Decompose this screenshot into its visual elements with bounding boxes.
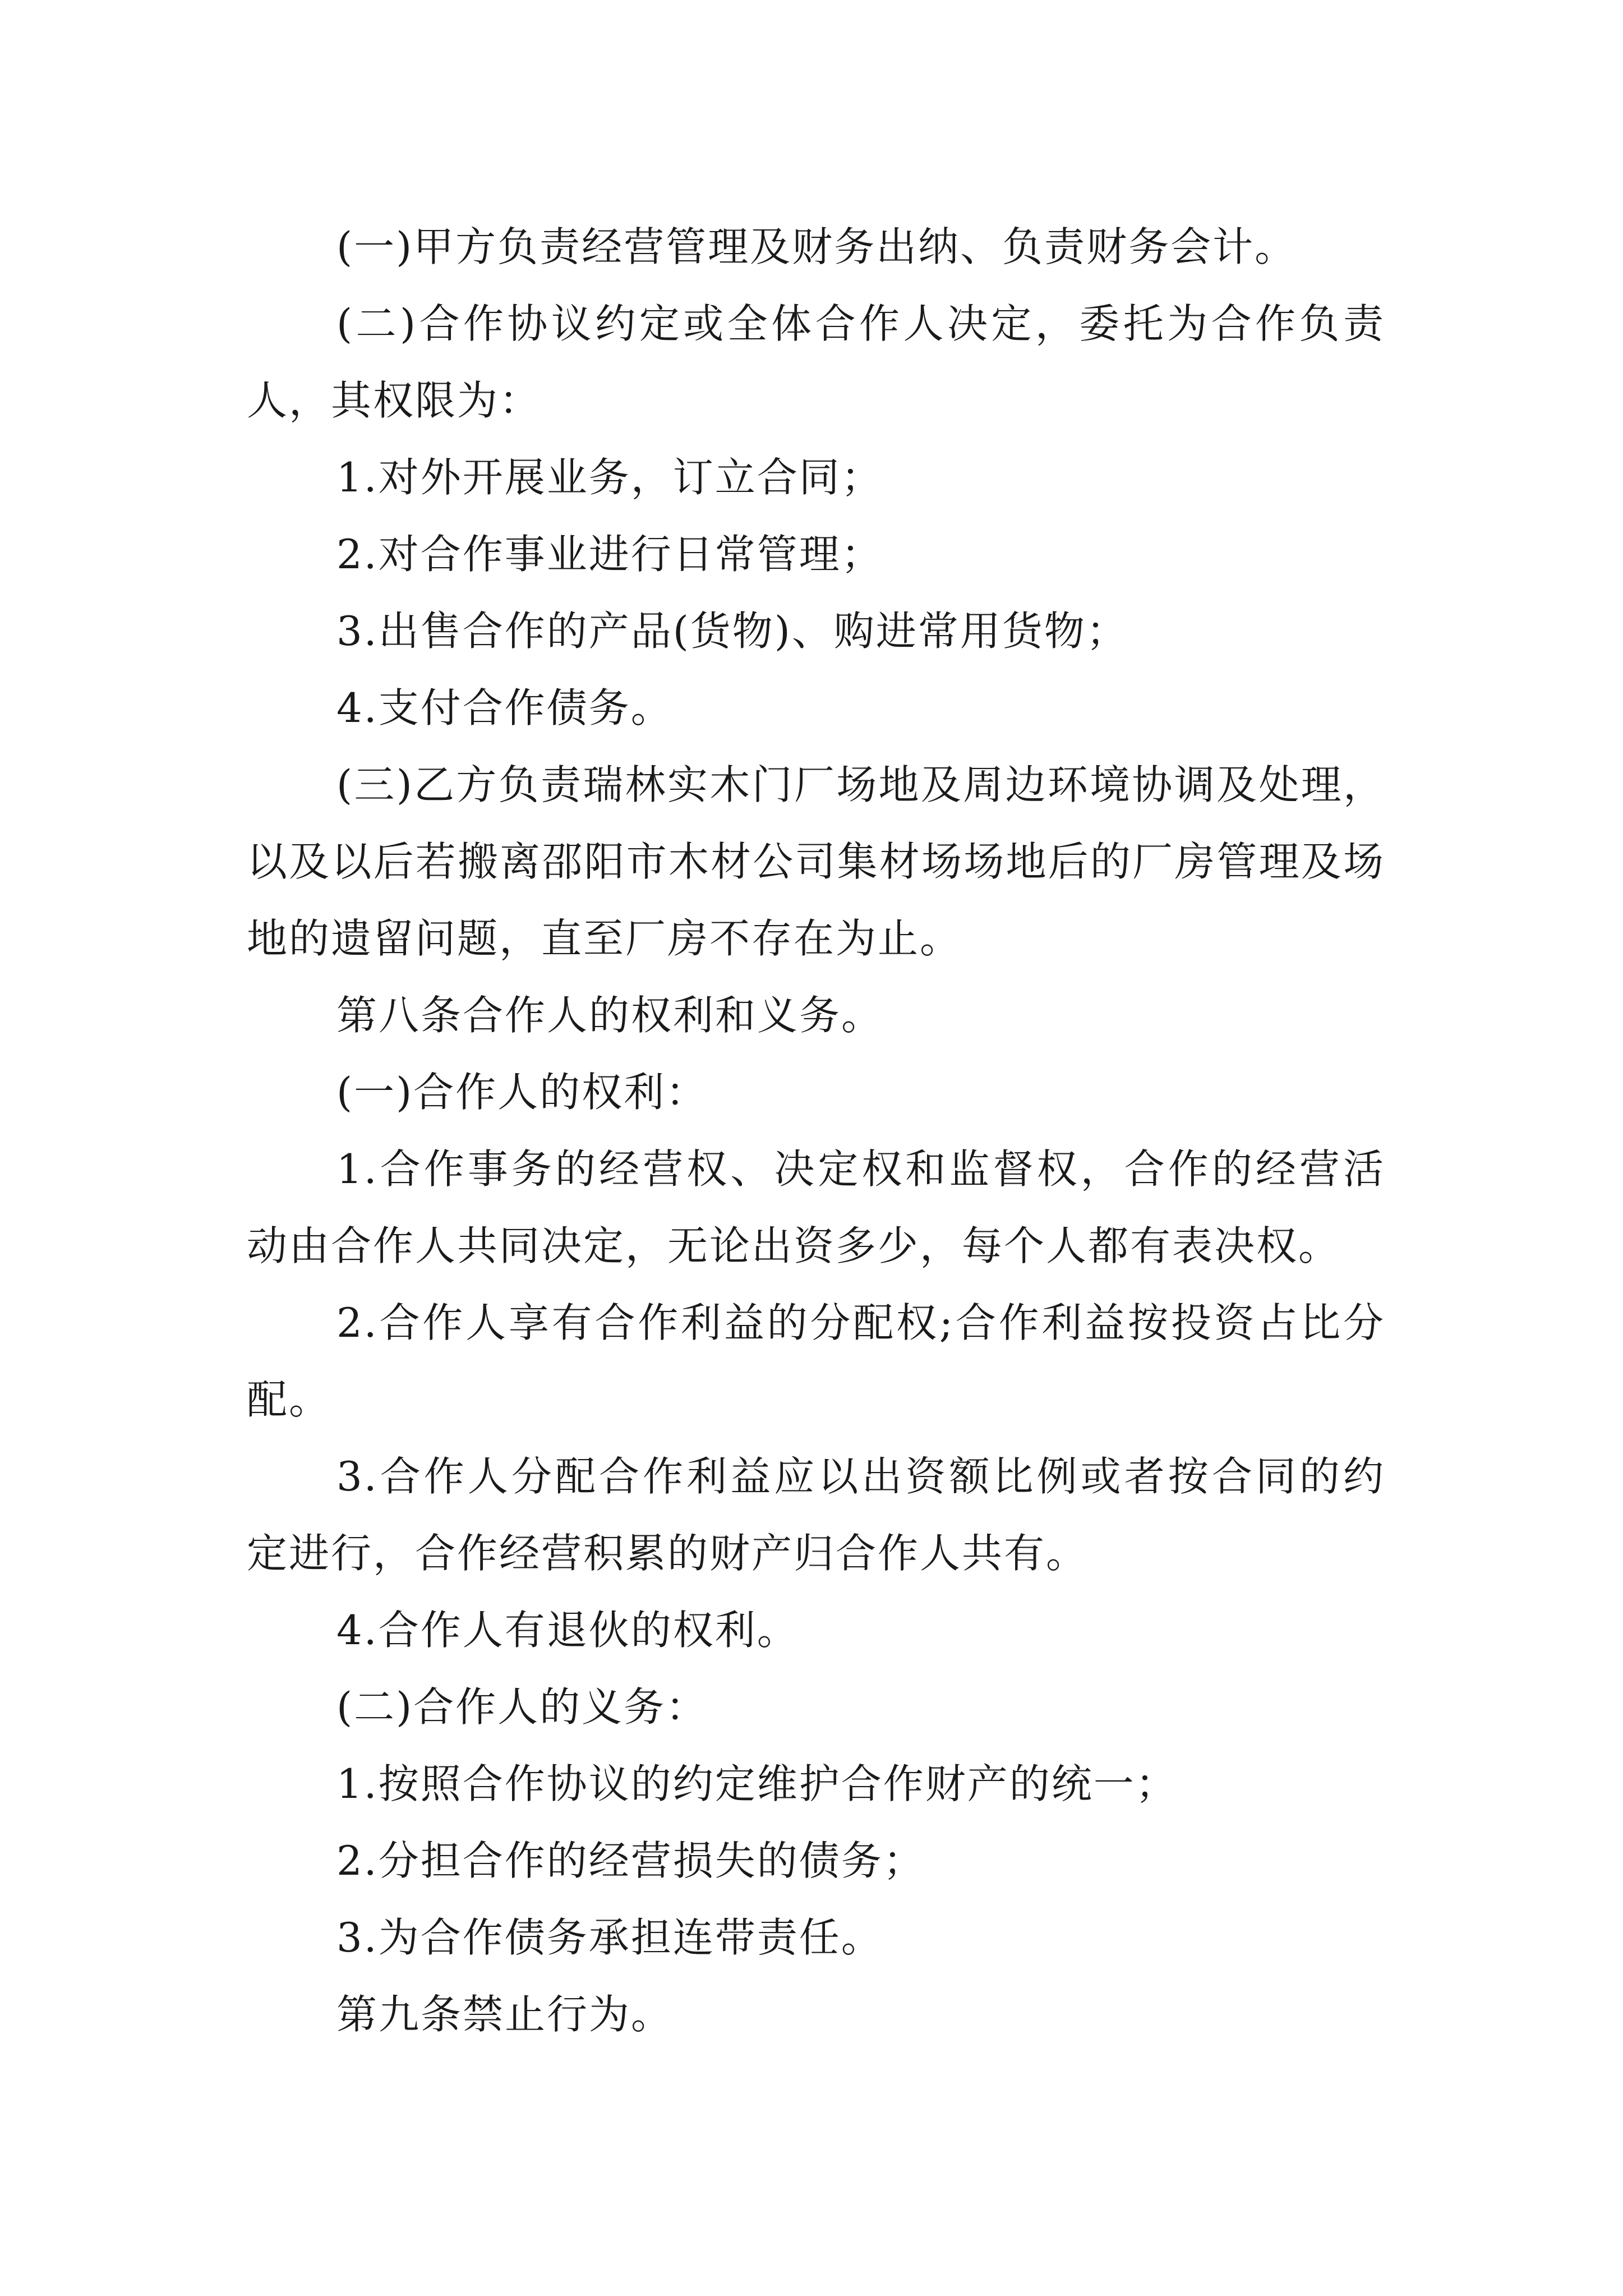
paragraph: (三)乙方负责瑞林实木门厂场地及周边环境协调及处理，以及以后若搬离邵阳市木材公司集材场场地后的厂房管理及场地的遗留问题，直至厂房不存在为止。 [247, 761, 1385, 962]
paragraph: 1.按照合作协议的约定维护合作财产的统一； [336, 1760, 1178, 1807]
paragraph: (二)合作协议约定或全体合作人决定，委托为合作负责人，其权限为： [247, 300, 1385, 424]
paragraph: 2.合作人享有合作利益的分配权;合作利益按投资占比分配。 [247, 1299, 1385, 1423]
paragraph: 1.对外开展业务，订立合同； [336, 454, 883, 501]
paragraph: (二)合作人的义务： [336, 1683, 708, 1731]
section-heading: 第八条合作人的权利和义务。 [336, 992, 884, 1039]
paragraph: (一)甲方负责经营管理及财务出纳、负责财务会计。 [336, 223, 1297, 270]
paragraph: (一)合作人的权利： [336, 1069, 708, 1116]
paragraph: 4.合作人有退伙的权利。 [336, 1607, 799, 1654]
paragraph: 2.分担合作的经营损失的债务； [336, 1837, 925, 1884]
paragraph: 2.对合作事业进行日常管理； [336, 531, 883, 578]
document-body [247, 209, 1385, 2053]
paragraph: 3.为合作债务承担连带责任。 [336, 1914, 883, 1961]
paragraph: 3.合作人分配合作利益应以出资额比例或者按合同的约定进行，合作经营积累的财产归合作人共有。 [247, 1453, 1385, 1577]
paragraph: 3.出售合作的产品(货物)、购进常用货物； [336, 608, 1128, 655]
paragraph: 4.支付合作债务。 [336, 684, 673, 731]
paragraph: 1.合作事务的经营权、决定权和监督权，合作的经营活动由合作人共同决定，无论出资多少，每个人都有表决权。 [247, 1145, 1385, 1269]
section-heading: 第九条禁止行为。 [336, 1991, 674, 2038]
